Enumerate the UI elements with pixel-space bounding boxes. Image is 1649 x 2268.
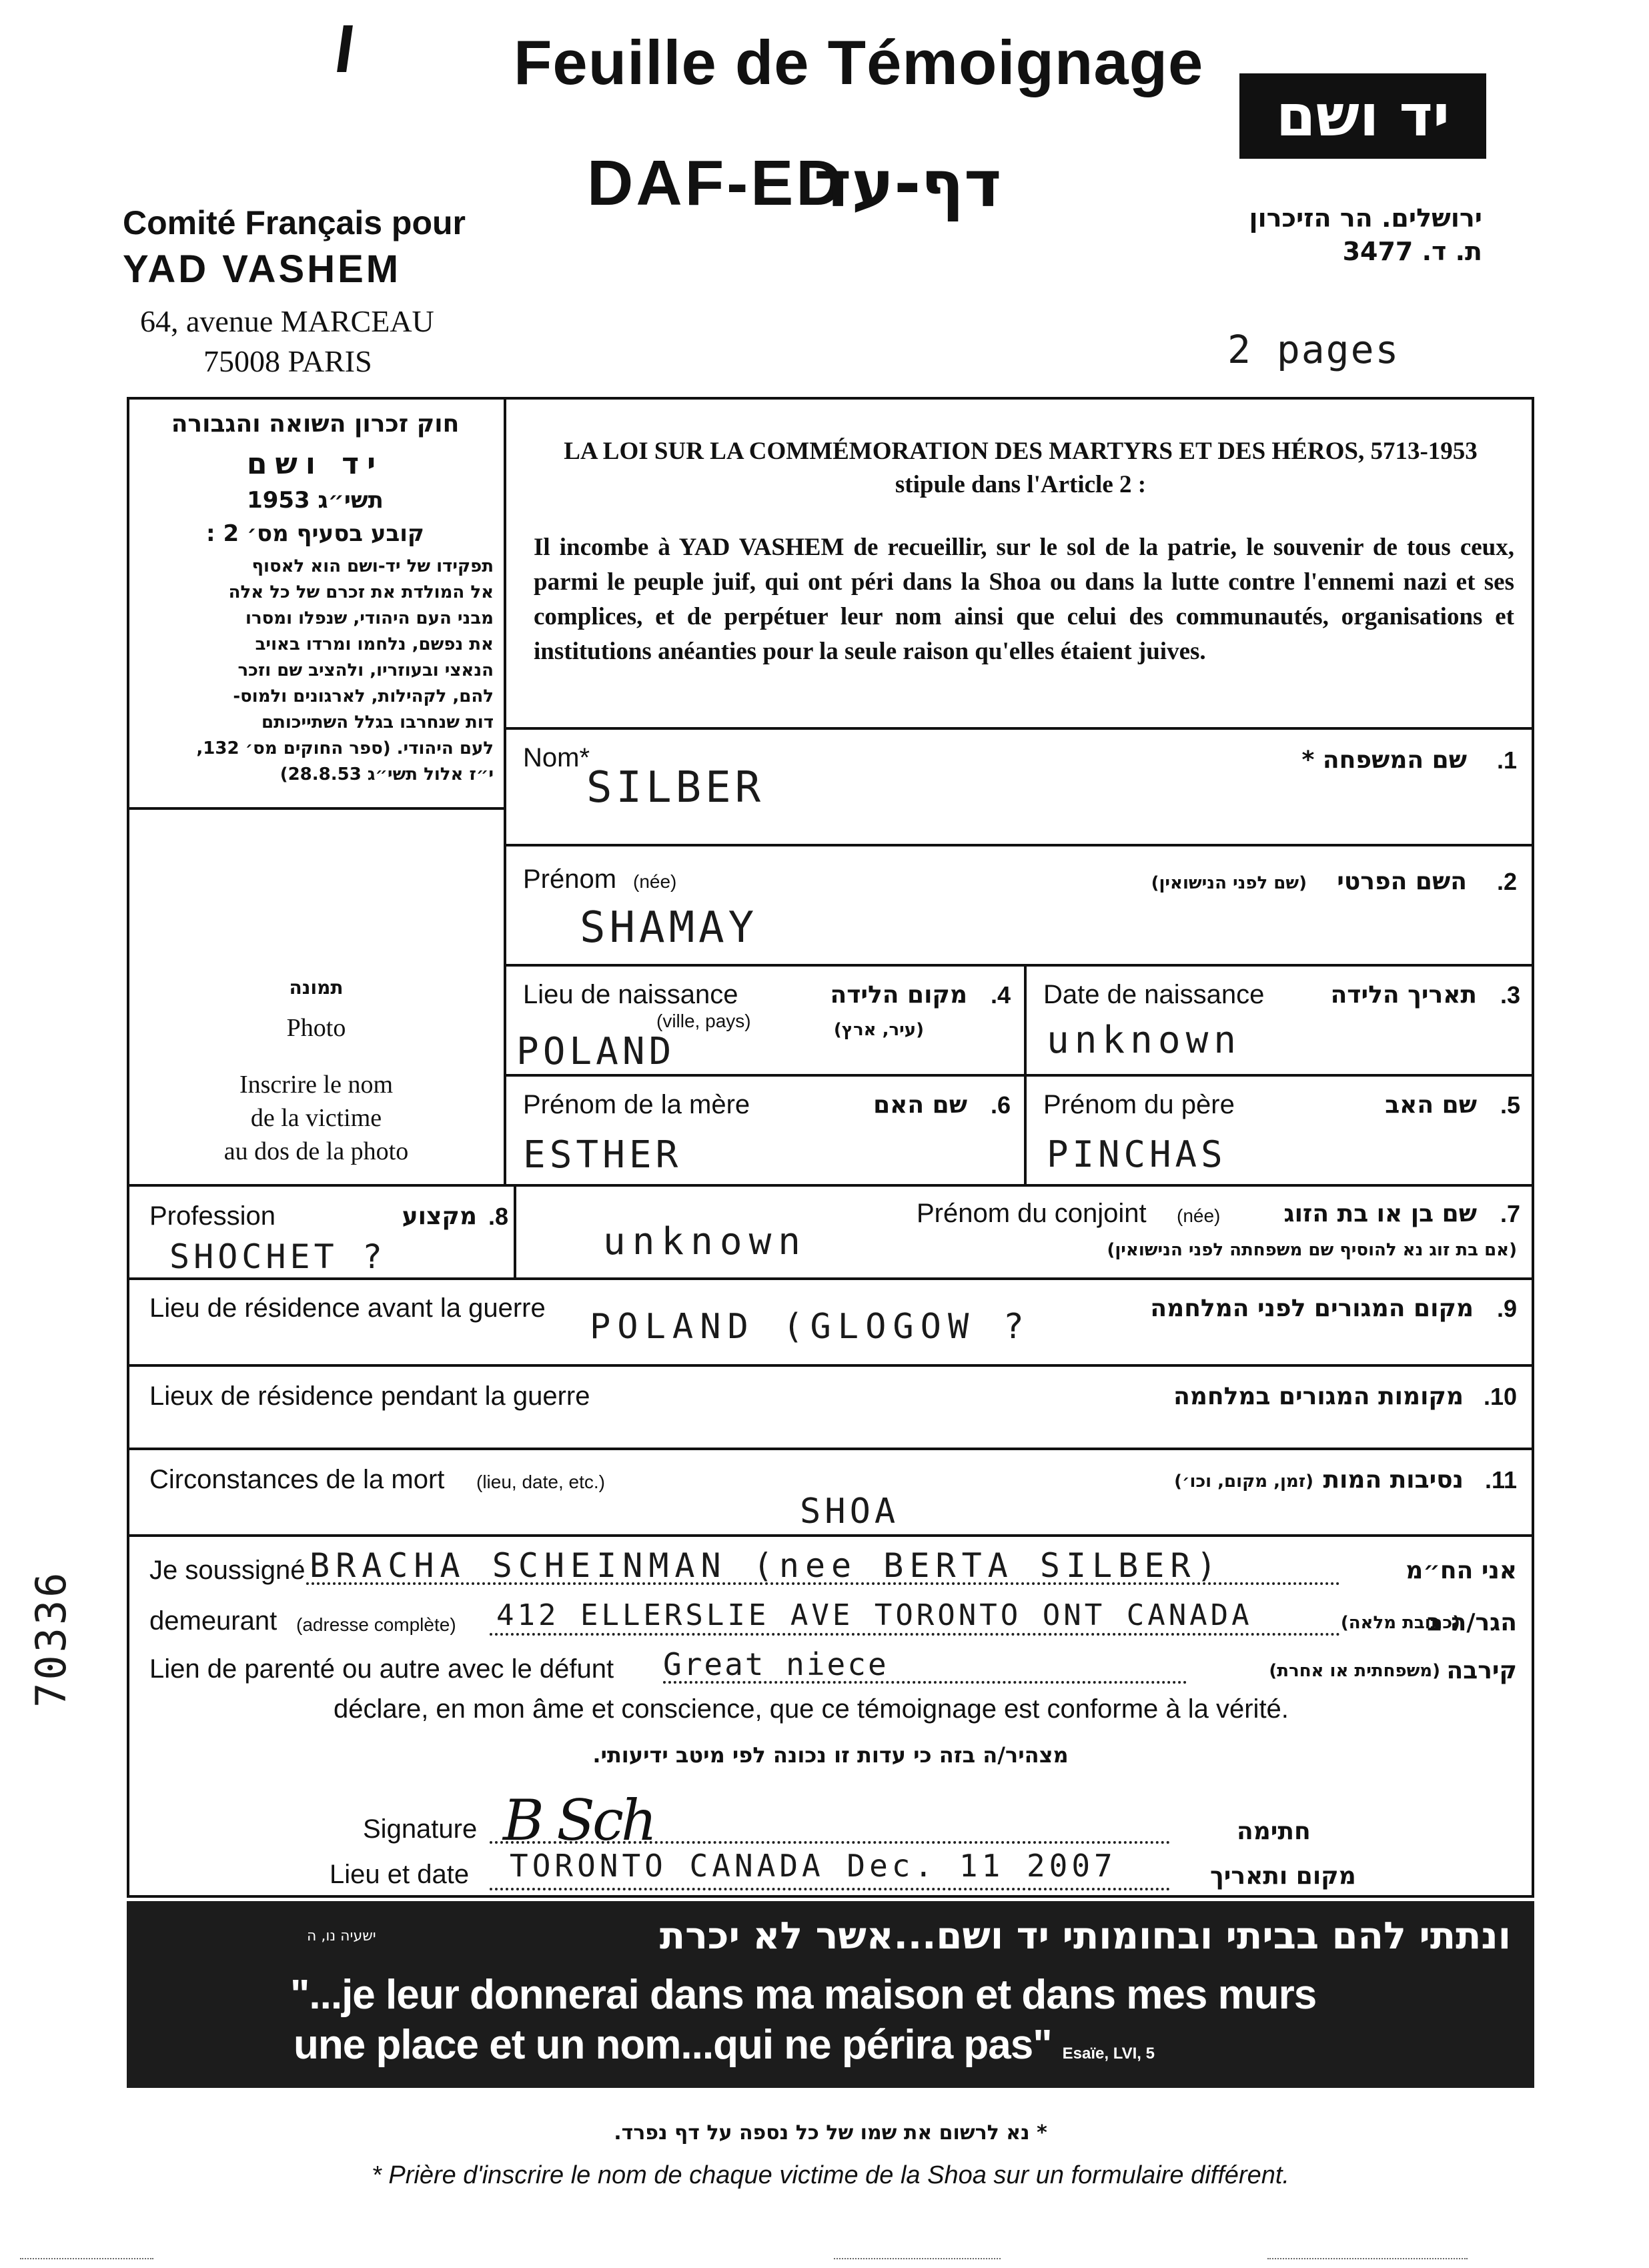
field-nom[interactable] [506,730,1534,843]
law-hebrew-line: לעם היהודי. (ספר החוקים מס׳ 132, [196,738,494,758]
field-prenom-pere-number: .5 [1500,1091,1520,1119]
law-hebrew-line: להם, לקהילות, לארגונים ולמוס- [233,686,494,706]
place-date-label: Lieu et date [330,1860,470,1889]
banner-french-line1: "...je leur donnerai dans ma maison et dans mes murs [290,1972,1317,2018]
field-residence-pendant[interactable] [129,1367,1534,1447]
hebrew-address-line1: ירושלים. הר הזיכרון [1249,203,1482,233]
field-prenom-pere-value: PINCHAS [1047,1133,1227,1175]
field-prenom-conjoint-value: unknown [603,1220,808,1263]
committee-name-line2: YAD VASHEM [123,247,402,291]
declarant-name-value: BRACHA SCHEINMAN (nee BERTA SILBER) [310,1546,1223,1585]
form-title: Feuille de Témoignage [514,27,1204,97]
field-nom-hebrew: שם המשפחה * [1301,746,1467,774]
field-prenom[interactable] [506,846,1534,964]
signature-label: Signature [363,1814,478,1844]
photo-instruction-line2: de la victime [250,1104,382,1132]
banner-french-line2-wrap [294,2021,1155,2069]
law-hebrew-name: יד ושם [246,447,384,481]
banner-hebrew-text: ונתתי להם בביתי ובחומותי יד ושם...אשר לא יכרת [659,1914,1511,1958]
banner-hebrew-quote [660,1914,1511,1958]
committee-address-line1: 64, avenue MARCEAU [140,304,434,338]
declarant-name-row[interactable] [129,1541,1534,1594]
declarant-name-label: Je soussigné [149,1556,306,1585]
field-residence-avant-hebrew: מקום המגורים לפני המלחמה [1150,1295,1474,1322]
field-prenom-mere-number: .6 [990,1091,1011,1119]
declarant-address-hebrew-small: (כתובת מלאה) [1340,1613,1460,1633]
field-circonstances-label: Circonstances de la mort [149,1465,445,1494]
photo-area[interactable] [129,810,503,1183]
form-subtitle-latin: DAF-ED [587,147,845,219]
law-hebrew-line: הנאצי ובעוזריו, ולהציב שם וזכר [237,660,494,680]
place-date-hebrew: מקום ותאריך [1210,1862,1356,1890]
declarant-relation-row[interactable] [129,1642,1534,1690]
declarant-relation-hebrew: קירבה [1446,1657,1517,1684]
field-lieu-naissance-hebrew: מקום הלידה [830,981,967,1009]
field-residence-pendant-hebrew: מקומות המגורים במלחמה [1173,1383,1464,1410]
law-hebrew-line: אל המולדת את זכרם של כל אלה [228,582,494,602]
field-prenom-pere[interactable] [1027,1077,1534,1183]
place-date-value: TORONTO CANADA Dec. 11 2007 [510,1848,1117,1884]
field-lieu-naissance-label-small: (ville, pays) [656,1011,751,1031]
law-french-body: Il incombe à YAD VASHEM de recueillir, sur le sol de la patrie, le souvenir de tous ceux, parmi le peuple juif, qui ont péri dans la Shoa ou dans la lutte contre l'ennemi nazi et ses complices, et de perpétuer leur nom ainsi que celui des communautés, organisations et institutions anéanties pour la seule raison qu'elles étaient juives. [534,534,1514,665]
field-nom-value: SILBER [586,763,765,812]
field-profession[interactable] [129,1187,514,1277]
field-circonstances-label-small: (lieu, date, etc.) [476,1472,605,1492]
field-residence-avant-label: Lieu de résidence avant la guerre [149,1293,546,1323]
law-hebrew-line: מבני העם היהודי, שנפלו ומסרו [245,608,494,628]
ink-mark [337,25,353,72]
field-date-naissance-number: .3 [1500,981,1520,1009]
field-lieu-naissance-value: POLAND [516,1030,676,1073]
field-residence-pendant-label: Lieux de résidence pendant la guerre [149,1381,590,1411]
field-residence-avant-number: .9 [1496,1295,1517,1322]
field-prenom-hebrew-small: (שם לפני הנישואין) [1151,873,1307,893]
form-subtitle-hebrew: דף-עד [814,147,1002,221]
yad-vashem-logo [1239,73,1486,159]
field-lieu-naissance[interactable] [506,967,1024,1073]
field-prenom-mere-hebrew: שם האם [873,1091,967,1119]
photo-label: Photo [286,1014,346,1042]
law-hebrew-line: את נפשם, נלחמו ומרדו באויב [255,634,494,654]
signature-row[interactable] [129,1788,1534,1853]
law-hebrew-body [137,554,494,788]
banner-hebrew-reference: ישעיה נו, ה [307,1928,376,1944]
field-prenom-conjoint-hebrew: שם בן או בת הזוג [1283,1200,1477,1227]
field-residence-avant[interactable] [129,1280,1534,1364]
signature-value: B Sch [503,1788,655,1853]
law-french-subtitle: stipule dans l'Article 2 : [895,471,1147,498]
field-lieu-naissance-number: .4 [990,981,1011,1009]
field-date-naissance[interactable] [1027,967,1534,1073]
scan-edge-mark [1267,2258,1468,2259]
declaration-french: déclare, en mon âme et conscience, que ce témoignage est conforme à la vérité. [334,1694,1289,1724]
hebrew-address-line2: ת. ד. 3477 [1342,237,1482,266]
field-profession-number: .8 [488,1203,508,1230]
field-prenom-mere-value: ESTHER [523,1133,682,1177]
margin-reference-number: 70336 [27,1570,75,1708]
field-profession-label: Profession [149,1201,276,1231]
field-prenom-hebrew: השם הפרטי [1337,868,1467,895]
footer-french-note: * Prière d'inscrire le nom de chaque victime de la Shoa sur un formulaire différent. [372,2161,1289,2189]
field-profession-value: SHOCHET ? [169,1237,386,1276]
field-prenom-conjoint-label-small: (née) [1177,1205,1221,1226]
field-prenom-value: SHAMAY [580,903,758,953]
field-circonstances-value: SHOA [800,1492,900,1532]
declarant-address-hebrew: הגר/ה ב [1427,1609,1517,1636]
field-prenom-label: Prénom [523,865,617,894]
declarant-address-value: 412 ELLERSLIE AVE TORONTO ONT CANADA [496,1598,1253,1632]
committee-name-line1: Comité Français pour [123,204,466,241]
field-nom-label: Nom* [523,743,590,772]
field-date-naissance-label: Date de naissance [1043,980,1265,1009]
field-prenom-pere-label: Prénom du père [1043,1090,1235,1119]
quote-banner [127,1901,1534,2088]
declaration-hebrew: מצהיר/ה בזה כי עדות זו נכונה לפי מיטב ידיעותי. [592,1742,1069,1768]
declarant-address-label-small: (adresse complète) [296,1614,456,1635]
field-residence-avant-value: POLAND (GLOGOW ? [590,1307,1031,1347]
field-prenom-mere-label: Prénom de la mère [523,1090,750,1119]
field-prenom-number: .2 [1496,868,1517,895]
field-prenom-conjoint[interactable] [516,1187,1534,1277]
field-residence-pendant-number: .10 [1483,1383,1517,1410]
place-date-row[interactable] [129,1848,1534,1898]
committee-address-line2: 75008 PARIS [203,344,372,378]
field-lieu-naissance-label: Lieu de naissance [523,980,738,1009]
field-date-naissance-value: unknown [1047,1019,1242,1062]
field-circonstances[interactable] [129,1450,1534,1534]
field-nom-number: .1 [1496,746,1517,774]
field-date-naissance-hebrew: תאריך הלידה [1330,981,1477,1009]
declarant-address-label: demeurant [149,1606,278,1636]
pages-note: 2 pages [1227,327,1400,372]
declarant-relation-hebrew-small: (משפחתית או אחרת) [1269,1661,1440,1681]
law-hebrew-year: תשי״ג 1953 [247,487,384,514]
declarant-relation-value: Great niece [663,1646,889,1682]
law-hebrew-line: תפקידו של יד-ושם הוא לאסוף [251,556,494,576]
signature-hebrew: חתימה [1237,1818,1311,1845]
field-prenom-mere[interactable] [506,1077,1024,1183]
field-profession-hebrew: מקצוע [402,1203,477,1230]
banner-french-reference: Esaïe, LVI, 5 [1062,2045,1155,2063]
banner-french-line2: une place et un nom...qui ne périra pas" [294,2022,1052,2068]
photo-hebrew-label: תמונה [289,977,344,999]
declarant-address-row[interactable] [129,1594,1534,1642]
declarant-name-hebrew: אני הח״מ [1406,1557,1517,1584]
law-hebrew-line: י״ז אלול תשי״ג 28.8.53) [280,764,494,784]
field-prenom-conjoint-number: .7 [1500,1200,1520,1227]
scan-edge-mark [20,2258,153,2259]
law-hebrew-title: חוק זכרון השואה והגבורה [171,410,460,438]
field-prenom-label-small: (née) [633,871,677,892]
field-prenom-conjoint-hebrew-small: (אם בת זוג נא להוסיף שם משפחתה לפני הנישואין) [1107,1240,1517,1260]
footer-hebrew-note: * נא לרשום את שמו של כל נספה על דף נפרד. [614,2121,1047,2145]
field-prenom-conjoint-label: Prénom du conjoint [917,1199,1147,1228]
photo-instruction-line1: Inscrire le nom [239,1071,394,1099]
law-hebrew-line: דות שנחרבו בגלל השתייכותם [261,712,494,732]
field-prenom-pere-hebrew: שם האב [1385,1091,1477,1119]
law-hebrew-clause: קובע בסעיף מס׳ 2 : [206,520,424,547]
declarant-relation-label: Lien de parenté ou autre avec le défunt [149,1654,614,1684]
field-lieu-naissance-hebrew-small: (עיר, ארץ) [833,1020,924,1040]
field-circonstances-number: .11 [1484,1466,1517,1494]
yad-vashem-logo-text: יד ושם [1275,83,1450,149]
field-circonstances-hebrew-small: (זמן, מקום, וכו׳) [1174,1472,1313,1492]
field-circonstances-hebrew: נסיבות המות [1323,1466,1464,1494]
photo-instruction-line3: au dos de la photo [223,1137,409,1165]
law-french-title: LA LOI SUR LA COMMÉMORATION DES MARTYRS ET DES HÉROS, 5713-1953 [564,438,1478,465]
scan-edge-mark [834,2258,1001,2259]
